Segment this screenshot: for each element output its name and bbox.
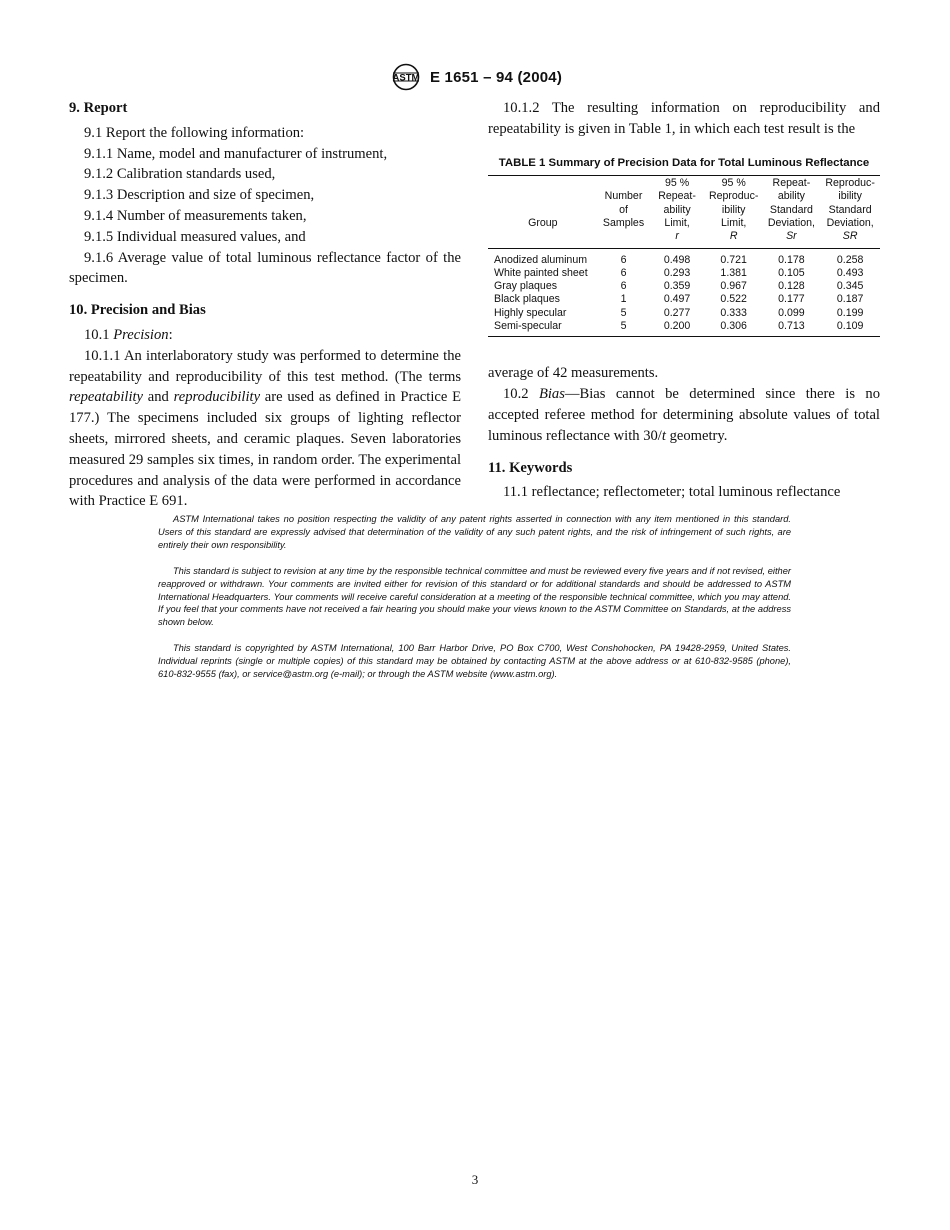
table-row: Black plaques 1 0.497 0.522 0.177 0.187 <box>494 293 864 306</box>
results-paragraph: 10.1.2 The resulting information on reproducibility and repeatability is given in Table 1, in which each test result is the <box>488 100 880 137</box>
table-header-row <box>488 176 880 248</box>
report-item: 9.1.4 Number of measurements taken, <box>84 207 307 224</box>
header-reproducibility-limit: 95 % Reproduc- ibility Limit, R <box>705 176 763 248</box>
table-row: Anodized aluminum 6 0.498 0.721 0.178 0.258 <box>494 253 864 266</box>
astm-logo <box>388 62 424 92</box>
table-1-title: TABLE 1 Summary of Precision Data for Total Luminous Reflectance <box>498 156 870 169</box>
report-item: 9.1.5 Individual measured values, and <box>84 228 306 245</box>
section-10-heading: 10. Precision and Bias <box>69 302 206 319</box>
table-row: White painted sheet 6 0.293 1.381 0.105 0.493 <box>494 266 864 279</box>
page-number: 3 <box>471 1172 479 1187</box>
report-item: 9.1.1 Name, model and manufacturer of instrument, <box>84 145 388 162</box>
header-repeatability-limit: 95 % Repeat- ability Limit, r <box>649 176 704 248</box>
standard-designation: E 1651 – 94 (2004) <box>429 68 563 86</box>
legal-notices <box>158 513 791 694</box>
header-reproducibility-sd: Reproduc- ibility Standard Deviation, SR <box>820 176 880 248</box>
bias-paragraph: 10.2 Bias—Bias cannot be determined since there is no accepted referee method for determining absolute values of total luminous reflectance with 30/t geometry. <box>488 386 880 444</box>
copyright-notice: This standard is copyrighted by ASTM International, 100 Barr Harbor Drive, PO Box C700, West Conshohocken, PA 19428-2959, United States. Individual reprints (single or multiple copies) of this standard may be obtained by contacting ASTM at the above address or at 610-832-9585 (phone), 610-832-9555 (fax), or service@astm.org (e-mail); or through the ASTM website (www.astm.org). <box>158 643 791 680</box>
table-row: Gray plaques 6 0.359 0.967 0.128 0.345 <box>494 280 864 293</box>
right-column <box>488 98 880 503</box>
table-row: Highly specular 5 0.277 0.333 0.099 0.199 <box>494 306 864 319</box>
interlaboratory-study-paragraph: 10.1.1 An interlaboratory study was performed to determine the repeatability and reproducibility of this test method. (The terms repeatability and reproducibility are used as defined in Practice E 177.) The specimens included six groups of lighting reflector sheets, mirrored sheets, and ceramic plaques. Seven laboratories measured 29 samples six times, in random order. The experimental procedures and analysis of the data were performed in accordance with Practice E 691. <box>69 347 461 510</box>
report-item: 9.1.6 Average value of total luminous reflectance factor of the specimen. <box>69 249 461 287</box>
revision-notice: This standard is subject to revision at any time by the responsible technical committee and must be reviewed every five years and if not revised, either reapproved or withdrawn. Your comments are invited either for revision of this standard or for additional standards and should be addressed to ASTM International Headquarters. Your comments will receive careful consideration at a meeting of the responsible technical committee, which you may attend. If you feel that your comments have not received a fair hearing you should make your views known to the ASTM Committee on Standards, at the address shown below. <box>158 565 791 628</box>
precision-paragraph: 10.1 Precision: <box>84 326 173 343</box>
precision-table <box>488 175 880 337</box>
results-paragraph-continued: average of 42 measurements. <box>488 365 659 382</box>
header-repeatability-sd: Repeat- ability Standard Deviation, Sr <box>763 176 821 248</box>
patent-notice: ASTM International takes no position respecting the validity of any patent rights asserted in connection with any item mentioned in this standard. Users of this standard are expressly advised that determination of the validity of any such patent rights, and the risk of infringement of such rights, are entirely their own responsibility. <box>158 514 791 550</box>
section-11-heading: 11. Keywords <box>488 459 573 476</box>
keywords-paragraph: 11.1 reflectance; reflectometer; total luminous reflectance <box>503 484 841 501</box>
section-9-heading: 9. Report <box>69 100 128 116</box>
page-header <box>0 62 950 92</box>
left-column <box>69 98 461 512</box>
header-group: Group <box>488 176 598 248</box>
report-item: 9.1.3 Description and size of specimen, <box>84 187 315 204</box>
report-intro: 9.1 Report the following information: <box>84 124 305 141</box>
header-samples: Number of Samples <box>598 176 650 248</box>
table-row: Semi-specular 5 0.200 0.306 0.713 0.109 <box>488 320 880 337</box>
report-item: 9.1.2 Calibration standards used, <box>84 166 276 183</box>
astm-logo-text: ASTM <box>392 72 420 84</box>
